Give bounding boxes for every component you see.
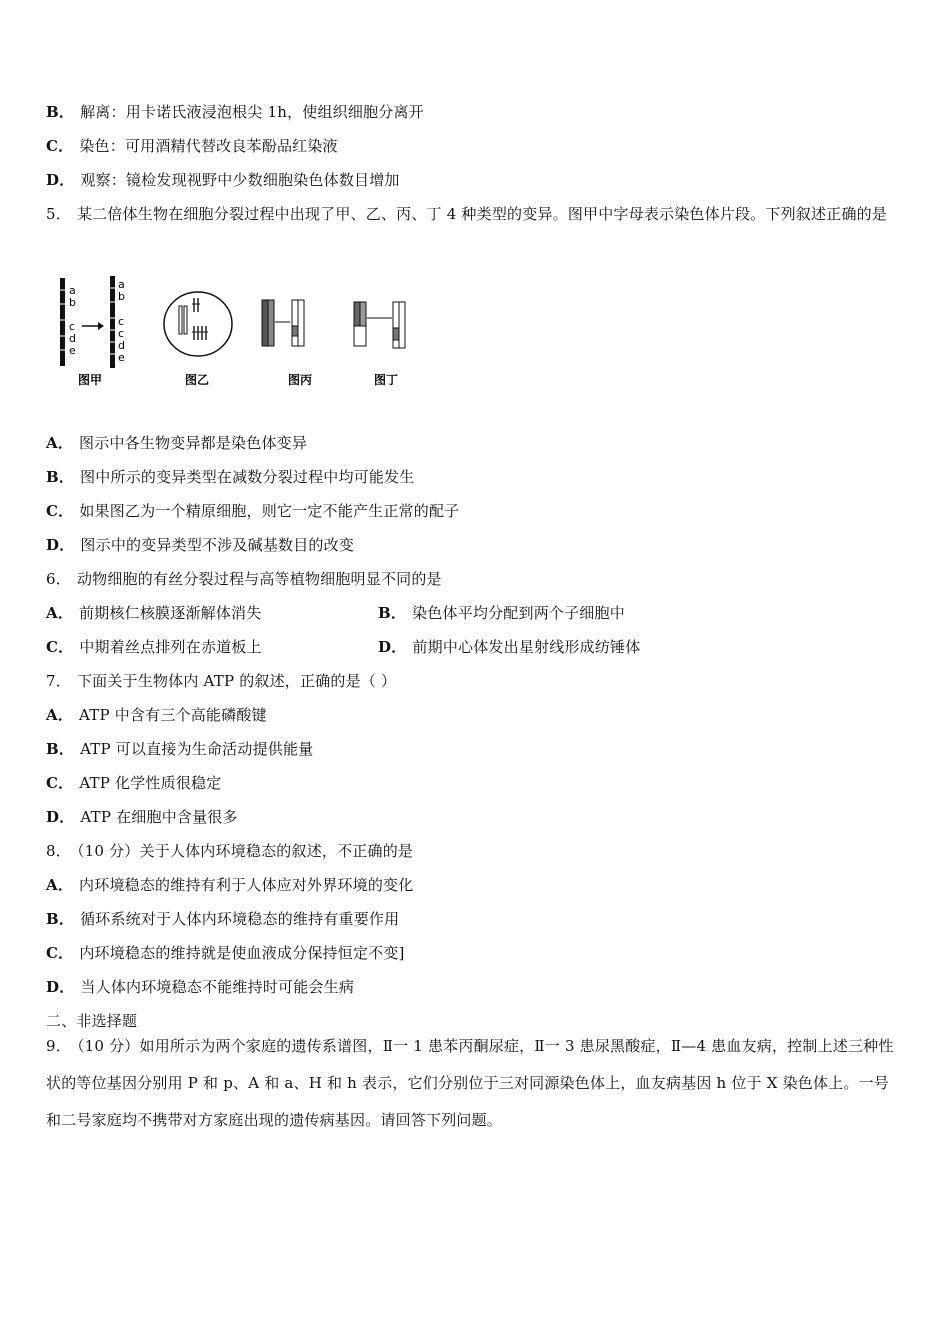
q6-option-d: D． 前期中心体发出星射线形成纺锤体: [378, 638, 641, 656]
q8-option-d: D． 当人体内环境稳态不能维持时可能会生病: [46, 978, 355, 996]
fig-jia-right-letter-a: a: [118, 278, 125, 291]
fig-jia-right-letter-c1: c: [118, 315, 125, 328]
fig-bing-label: 图丙: [288, 373, 313, 387]
q6-stem: 6． 动物细胞的有丝分裂过程与高等植物细胞明显不同的是: [46, 570, 442, 588]
fig-bing-chromosomes: [262, 300, 304, 346]
q6-option-b: B． 染色体平均分配到两个子细胞中: [378, 604, 625, 622]
fig-jia-right-letter-b: b: [118, 290, 125, 303]
q6-option-a: A． 前期核仁核膜逐渐解体消失: [46, 604, 262, 622]
q6-options-row1: [46, 601, 904, 625]
fig-jia-left-letter-c: c: [69, 320, 76, 333]
q5-option-d: D． 图示中的变异类型不涉及碱基数目的改变: [46, 536, 355, 554]
q5-option-b: B． 图中所示的变异类型在减数分裂过程中均可能发生: [46, 468, 415, 486]
q7-option-a: A． ATP 中含有三个高能磷酸键: [46, 706, 267, 724]
fig-yi-label: 图乙: [185, 373, 210, 387]
q5-option-a: A． 图示中各生物变异都是染色体变异: [46, 434, 308, 452]
q9-stem: 9． （10 分）如用所示为两个家庭的遗传系谱图，Ⅱ一 1 患苯丙酮尿症，Ⅱ一 3 患尿黑酸症，Ⅱ—4 患血友病，控制上述三种性状的等位基因分别用 P 和 p、A 和 a、H 和 h 表示，它们分别位于三对同源染色体上，血友病基因 h 位于 X 染色体上。一号和二号家庭均不携带对方家庭出现的遗传病基因。请回答下列问题。: [46, 1037, 894, 1129]
q6-option-c: C． 中期着丝点排列在赤道板上: [46, 638, 262, 656]
q8-option-b: B． 循环系统对于人体内环境稳态的维持有重要作用: [46, 910, 400, 928]
fig-jia-left-letter-d: d: [69, 332, 76, 345]
q4-option-d: D． 观察：镜检发现视野中少数细胞染色体数目增加: [46, 171, 400, 189]
q5-stem: 5． 某二倍体生物在细胞分裂过程中出现了甲、乙、丙、丁 4 种类型的变异。图甲中字母表示染色体片段。下列叙述正确的是: [46, 205, 888, 223]
fig-jia-left-letter-b: b: [69, 296, 76, 309]
q7-option-d: D． ATP 在细胞中含量很多: [46, 808, 238, 826]
q7-option-c: C． ATP 化学性质很稳定: [46, 774, 222, 792]
q5-option-c: C． 如果图乙为一个精原细胞，则它一定不能产生正常的配子: [46, 502, 460, 520]
q7-stem: 7． 下面关于生物体内 ATP 的叙述，正确的是（ ）: [46, 672, 397, 690]
arrow-icon: [82, 322, 104, 330]
chromosome-variation-figure: [46, 268, 436, 398]
fig-jia-left-letter-e: e: [69, 344, 76, 357]
q8-option-c: C． 内环境稳态的维持就是使血液成分保持恒定不变]: [46, 944, 405, 962]
q6-options-row2: [46, 635, 904, 659]
fig-ding-label: 图丁: [374, 373, 399, 387]
fig-jia-right-letter-c2: c: [118, 327, 125, 340]
fig-yi-cell: [164, 292, 232, 356]
fig-jia-left-letter-a: a: [69, 284, 76, 297]
fig-jia-right-letter-d: d: [118, 339, 125, 352]
fig-jia-left-chromosome: [60, 278, 65, 366]
fig-jia-right-chromosome: [110, 276, 115, 368]
section-title: 二、非选择题: [46, 1012, 138, 1030]
fig-jia-right-letter-e: e: [118, 351, 125, 364]
fig-ding-chromosomes: [354, 302, 405, 348]
q7-option-b: B． ATP 可以直接为生命活动提供能量: [46, 740, 314, 758]
q4-option-c: C． 染色：可用酒精代替改良苯酚品红染液: [46, 137, 338, 155]
fig-jia-label: 图甲: [78, 373, 103, 387]
q8-option-a: A． 内环境稳态的维持有利于人体应对外界环境的变化: [46, 876, 414, 894]
q4-option-b: B． 解离：用卡诺氏液浸泡根尖 1h，使组织细胞分离开: [46, 103, 424, 121]
q5-figure: [46, 268, 436, 398]
q8-stem: 8． （10 分）关于人体内环境稳态的叙述，不正确的是: [46, 842, 414, 860]
